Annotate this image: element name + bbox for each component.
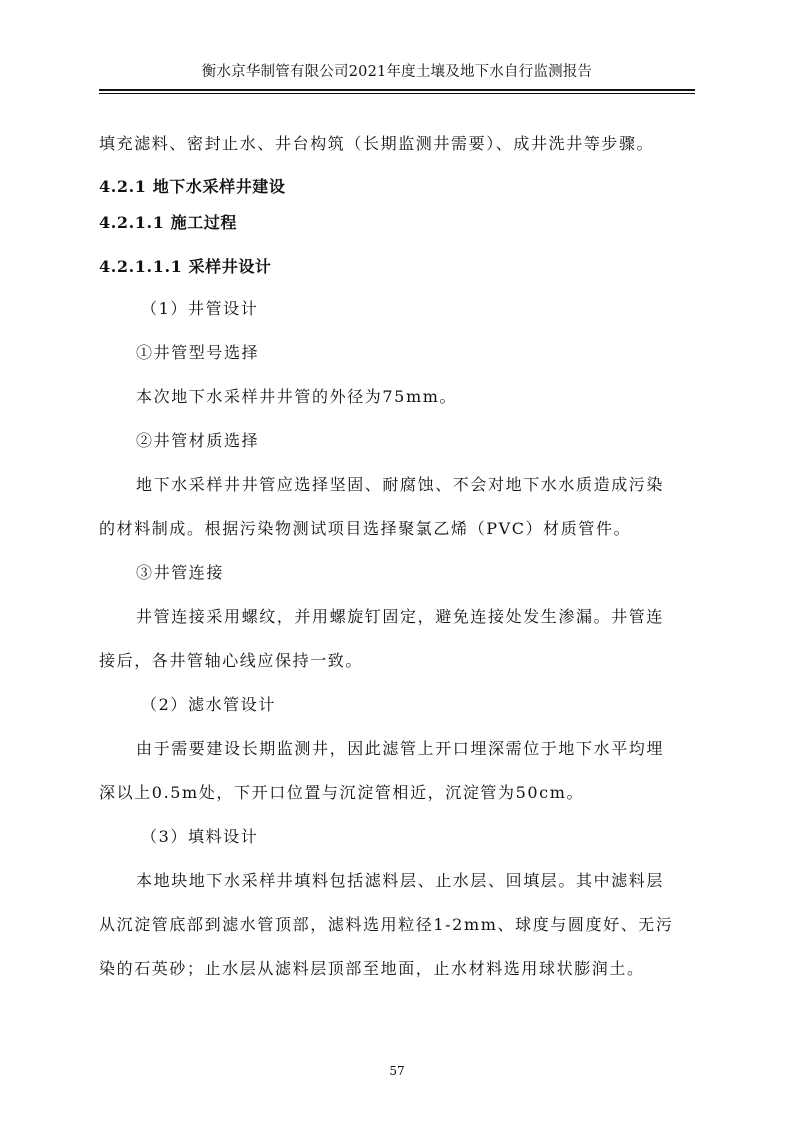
paragraph-line: 地下水采样井井管应选择坚固、耐腐蚀、不会对地下水水质造成污染: [136, 475, 665, 494]
paragraph-line: 填充滤料、密封止水、井台构筑（长期监测井需要）、成井洗井等步骤。: [99, 134, 655, 153]
subsubsection-heading: 4.2.1.1.1 采样井设计: [99, 257, 272, 276]
header-rule-thin: [99, 93, 695, 94]
paragraph-line: 深以上0.5m处，下开口位置与沉淀管相近，沉淀管为50cm。: [99, 783, 585, 802]
paragraph-line: 本次地下水采样井井管的外径为75mm。: [136, 387, 458, 406]
sub-item-heading: ①井管型号选择: [136, 343, 260, 362]
page-number: 57: [389, 1064, 405, 1078]
paragraph-line: 井管连接采用螺纹，并用螺旋钉固定，避免连接处发生渗漏。井管连: [136, 607, 665, 626]
page-header: 衡水京华制管有限公司2021年度土壤及地下水自行监测报告: [201, 64, 593, 80]
paragraph-line: 的材料制成。根据污染物测试项目选择聚氯乙烯（PVC）材质管件。: [99, 519, 632, 538]
paragraph-line: 接后，各井管轴心线应保持一致。: [99, 651, 364, 670]
subsection-heading: 4.2.1.1 施工过程: [99, 213, 238, 232]
sub-item-heading: ②井管材质选择: [136, 431, 260, 450]
item-heading: （3）填料设计: [141, 827, 259, 846]
section-heading: 4.2.1 地下水采样井建设: [99, 177, 286, 196]
header-rule-thick: [99, 89, 695, 91]
paragraph-line: 从沉淀管底部到滤水管顶部，滤料选用粒径1-2mm、球度与圆度好、无污: [99, 915, 674, 934]
paragraph-line: 由于需要建设长期监测井，因此滤管上开口埋深需位于地下水平均埋: [136, 739, 665, 758]
sub-item-heading: ③井管连接: [136, 563, 225, 582]
paragraph-line: 本地块地下水采样井填料包括滤料层、止水层、回填层。其中滤料层: [136, 871, 665, 890]
paragraph-line: 染的石英砂；止水层从滤料层顶部至地面，止水材料选用球状膨润土。: [99, 959, 645, 978]
item-heading: （2）滤水管设计: [141, 695, 276, 714]
item-heading: （1）井管设计: [141, 299, 259, 318]
